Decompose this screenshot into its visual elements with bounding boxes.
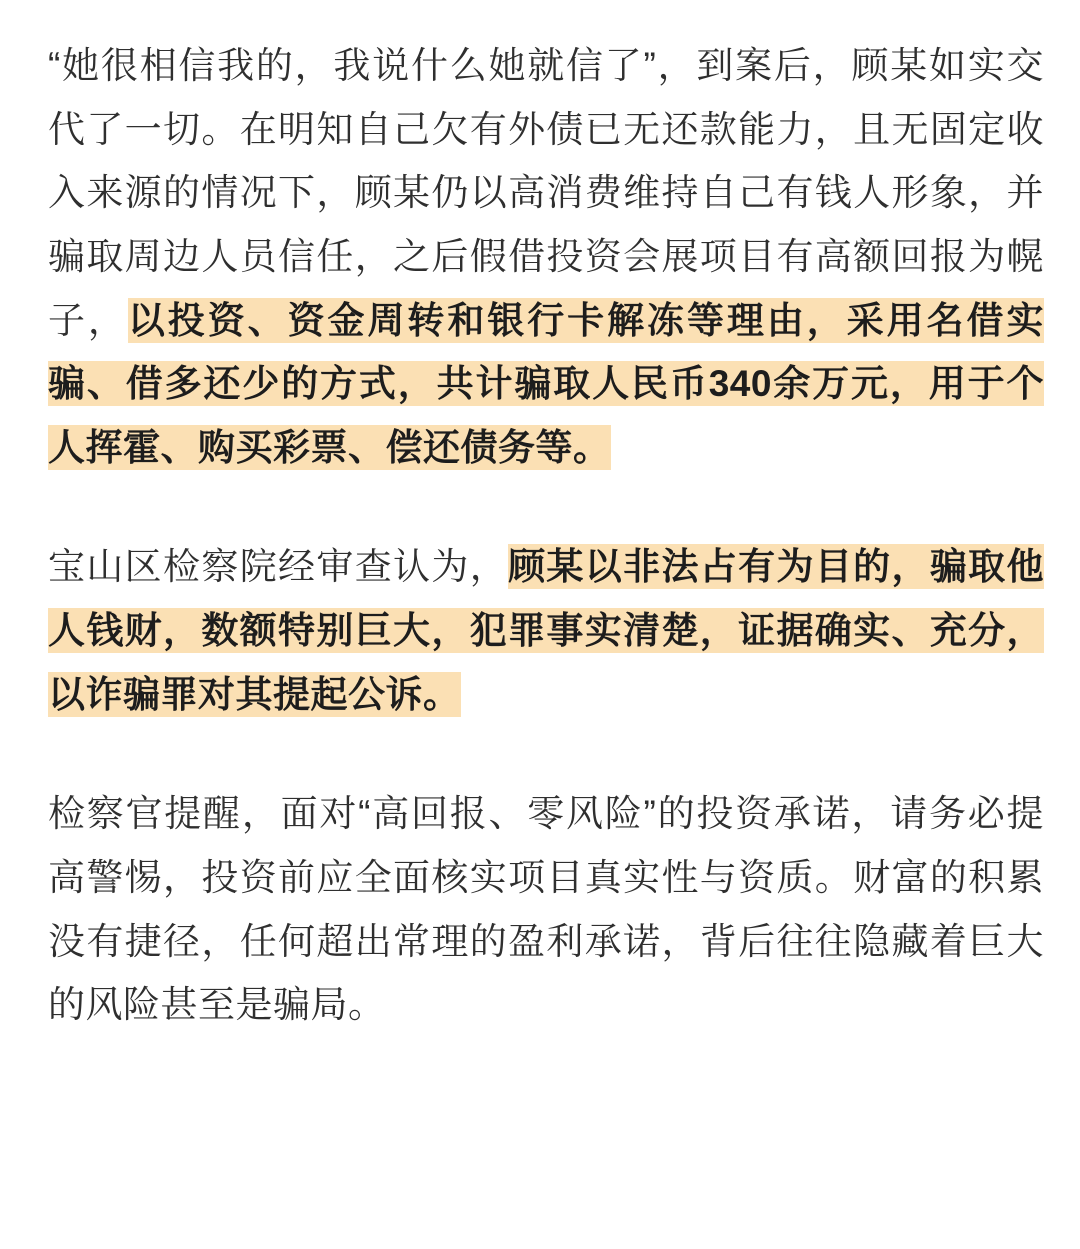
paragraph-2-plain-text: 宝山区检察院经审查认为，: [48, 546, 509, 588]
paragraph-2-highlighted-text: 顾某以非法占有为目的，骗取他人钱财，数额特别巨大，犯罪事实清楚，证据确实、充分，以诈骗罪对其提起公诉。: [48, 546, 1045, 715]
paragraph-1-highlighted-text: 以投资、资金周转和银行卡解冻等理由，采用名借实骗、借多还少的方式，共计骗取人民币340余万元，用于个人挥霍、购买彩票、偿还债务等。: [48, 299, 1044, 468]
paragraph-1-plain-text: “她很相信我的，我说什么她就信了”，到案后，顾某如实交代了一切。在明知自己欠有外债已无还款能力，且无固定收入来源的情况下，顾某仍以高消费维持自己有钱人形象，并骗取周边人员信任，之后假借投资会展项目有高额回报为幌子，: [48, 45, 1044, 341]
paragraph-3-plain-text: 检察官提醒，面对“高回报、零风险”的投资承诺，请务必提高警惕，投资前应全面核实项目真实性与资质。财富的积累没有捷径，任何超出常理的盈利承诺，背后往往隐藏着巨大的风险甚至是骗局。: [48, 793, 1044, 1026]
paragraph-confession: [48, 34, 1044, 479]
paragraph-prosecution: [48, 535, 1044, 726]
paragraph-warning: [48, 782, 1044, 1037]
